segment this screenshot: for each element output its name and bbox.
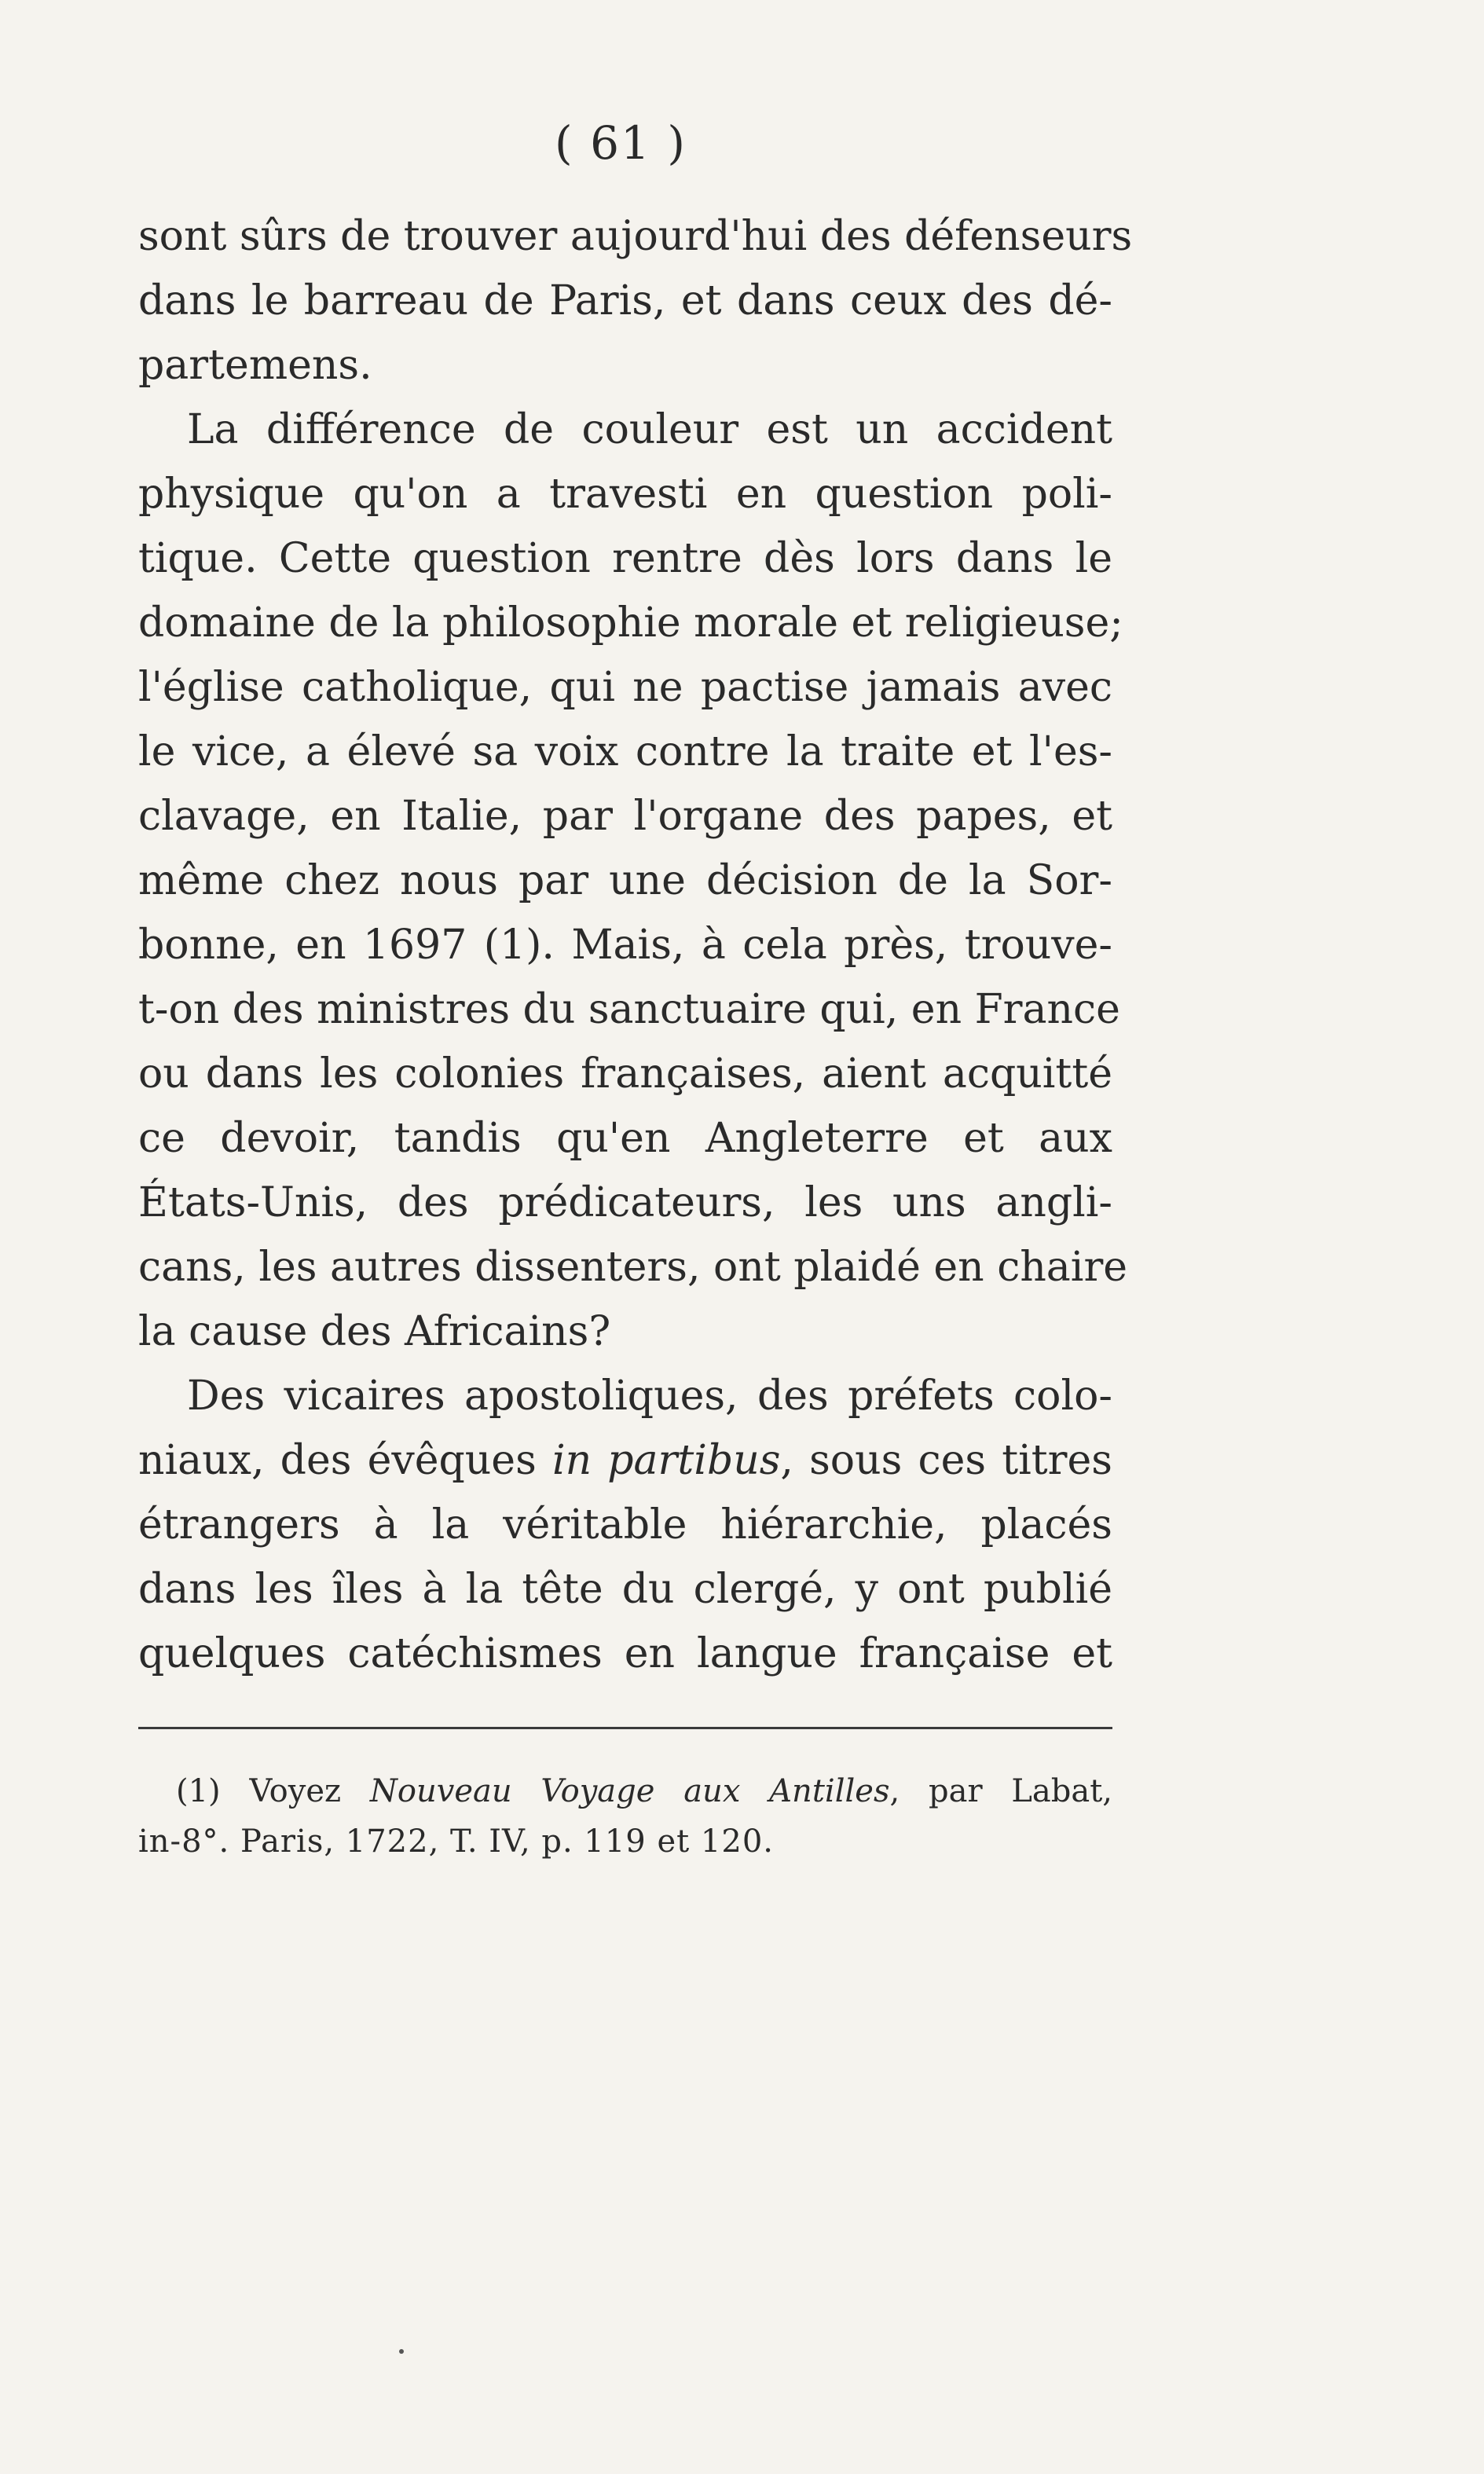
footnote-title: Nouveau Voyage aux Antilles: [369, 1773, 890, 1809]
text-line: ou dans les colonies françaises, aient acquitté: [138, 1050, 1112, 1098]
page-number: ( 61 ): [555, 116, 687, 170]
text-line: clavage, en Italie, par l'organe des papes, et: [138, 793, 1112, 840]
text-line: même chez nous par une décision de la Sor-: [138, 857, 1112, 904]
text-segment: niaux, des évêques: [138, 1437, 552, 1484]
text-line: sont sûrs de trouver aujourd'hui des défenseurs: [138, 213, 1133, 260]
text-line: l'église catholique, qui ne pactise jamais avec: [138, 664, 1112, 711]
text-line: physique qu'on a travesti en question poli-: [138, 471, 1112, 518]
italic-phrase: in partibus: [551, 1437, 781, 1484]
footnote: [138, 1766, 1112, 1867]
text-line: le vice, a élevé sa voix contre la traite et l'es-: [138, 728, 1112, 775]
text-line: domaine de la philosophie morale et religieuse;: [138, 599, 1123, 647]
text-line: tique. Cette question rentre dès lors dans le: [138, 535, 1112, 582]
body-text: [138, 204, 1133, 1686]
paragraph-start-line: Des vicaires apostoliques, des préfets colo-: [187, 1373, 1112, 1420]
footnote-author: , par Labat,: [889, 1773, 1113, 1809]
text-segment: , sous ces titres: [780, 1437, 1112, 1484]
text-line: étrangers à la véritable hiérarchie, placés: [138, 1501, 1112, 1549]
text-line: cans, les autres dissenters, ont plaidé en chaire: [138, 1244, 1128, 1291]
footnote-line: [138, 1766, 1112, 1816]
text-line: ce devoir, tandis qu'en Angleterre et aux: [138, 1115, 1112, 1162]
paragraph-start-line: La différence de couleur est un accident: [187, 406, 1112, 453]
footnote-marker: (1) Voyez: [176, 1773, 370, 1809]
text-line: quelques catéchismes en langue française et: [138, 1630, 1112, 1677]
text-line: États-Unis, des prédicateurs, les uns angli-: [138, 1179, 1112, 1226]
text-line: bonne, en 1697 (1). Mais, à cela près, trouve-: [138, 922, 1112, 969]
text-line: dans le barreau de Paris, et dans ceux des dé-: [138, 277, 1112, 324]
text-line: la cause des Africains?: [138, 1308, 611, 1355]
text-line: t-on des ministres du sanctuaire qui, en France: [138, 986, 1120, 1033]
paper-speck: [399, 2349, 404, 2354]
text-line-with-italic: [138, 1428, 1112, 1493]
footnote-separator-rule: [138, 1727, 1112, 1729]
text-line: dans les îles à la tête du clergé, y ont publié: [138, 1566, 1112, 1613]
footnote-line: in-8°. Paris, 1722, T. IV, p. 119 et 120.: [138, 1823, 774, 1860]
text-line: partemens.: [138, 342, 372, 389]
